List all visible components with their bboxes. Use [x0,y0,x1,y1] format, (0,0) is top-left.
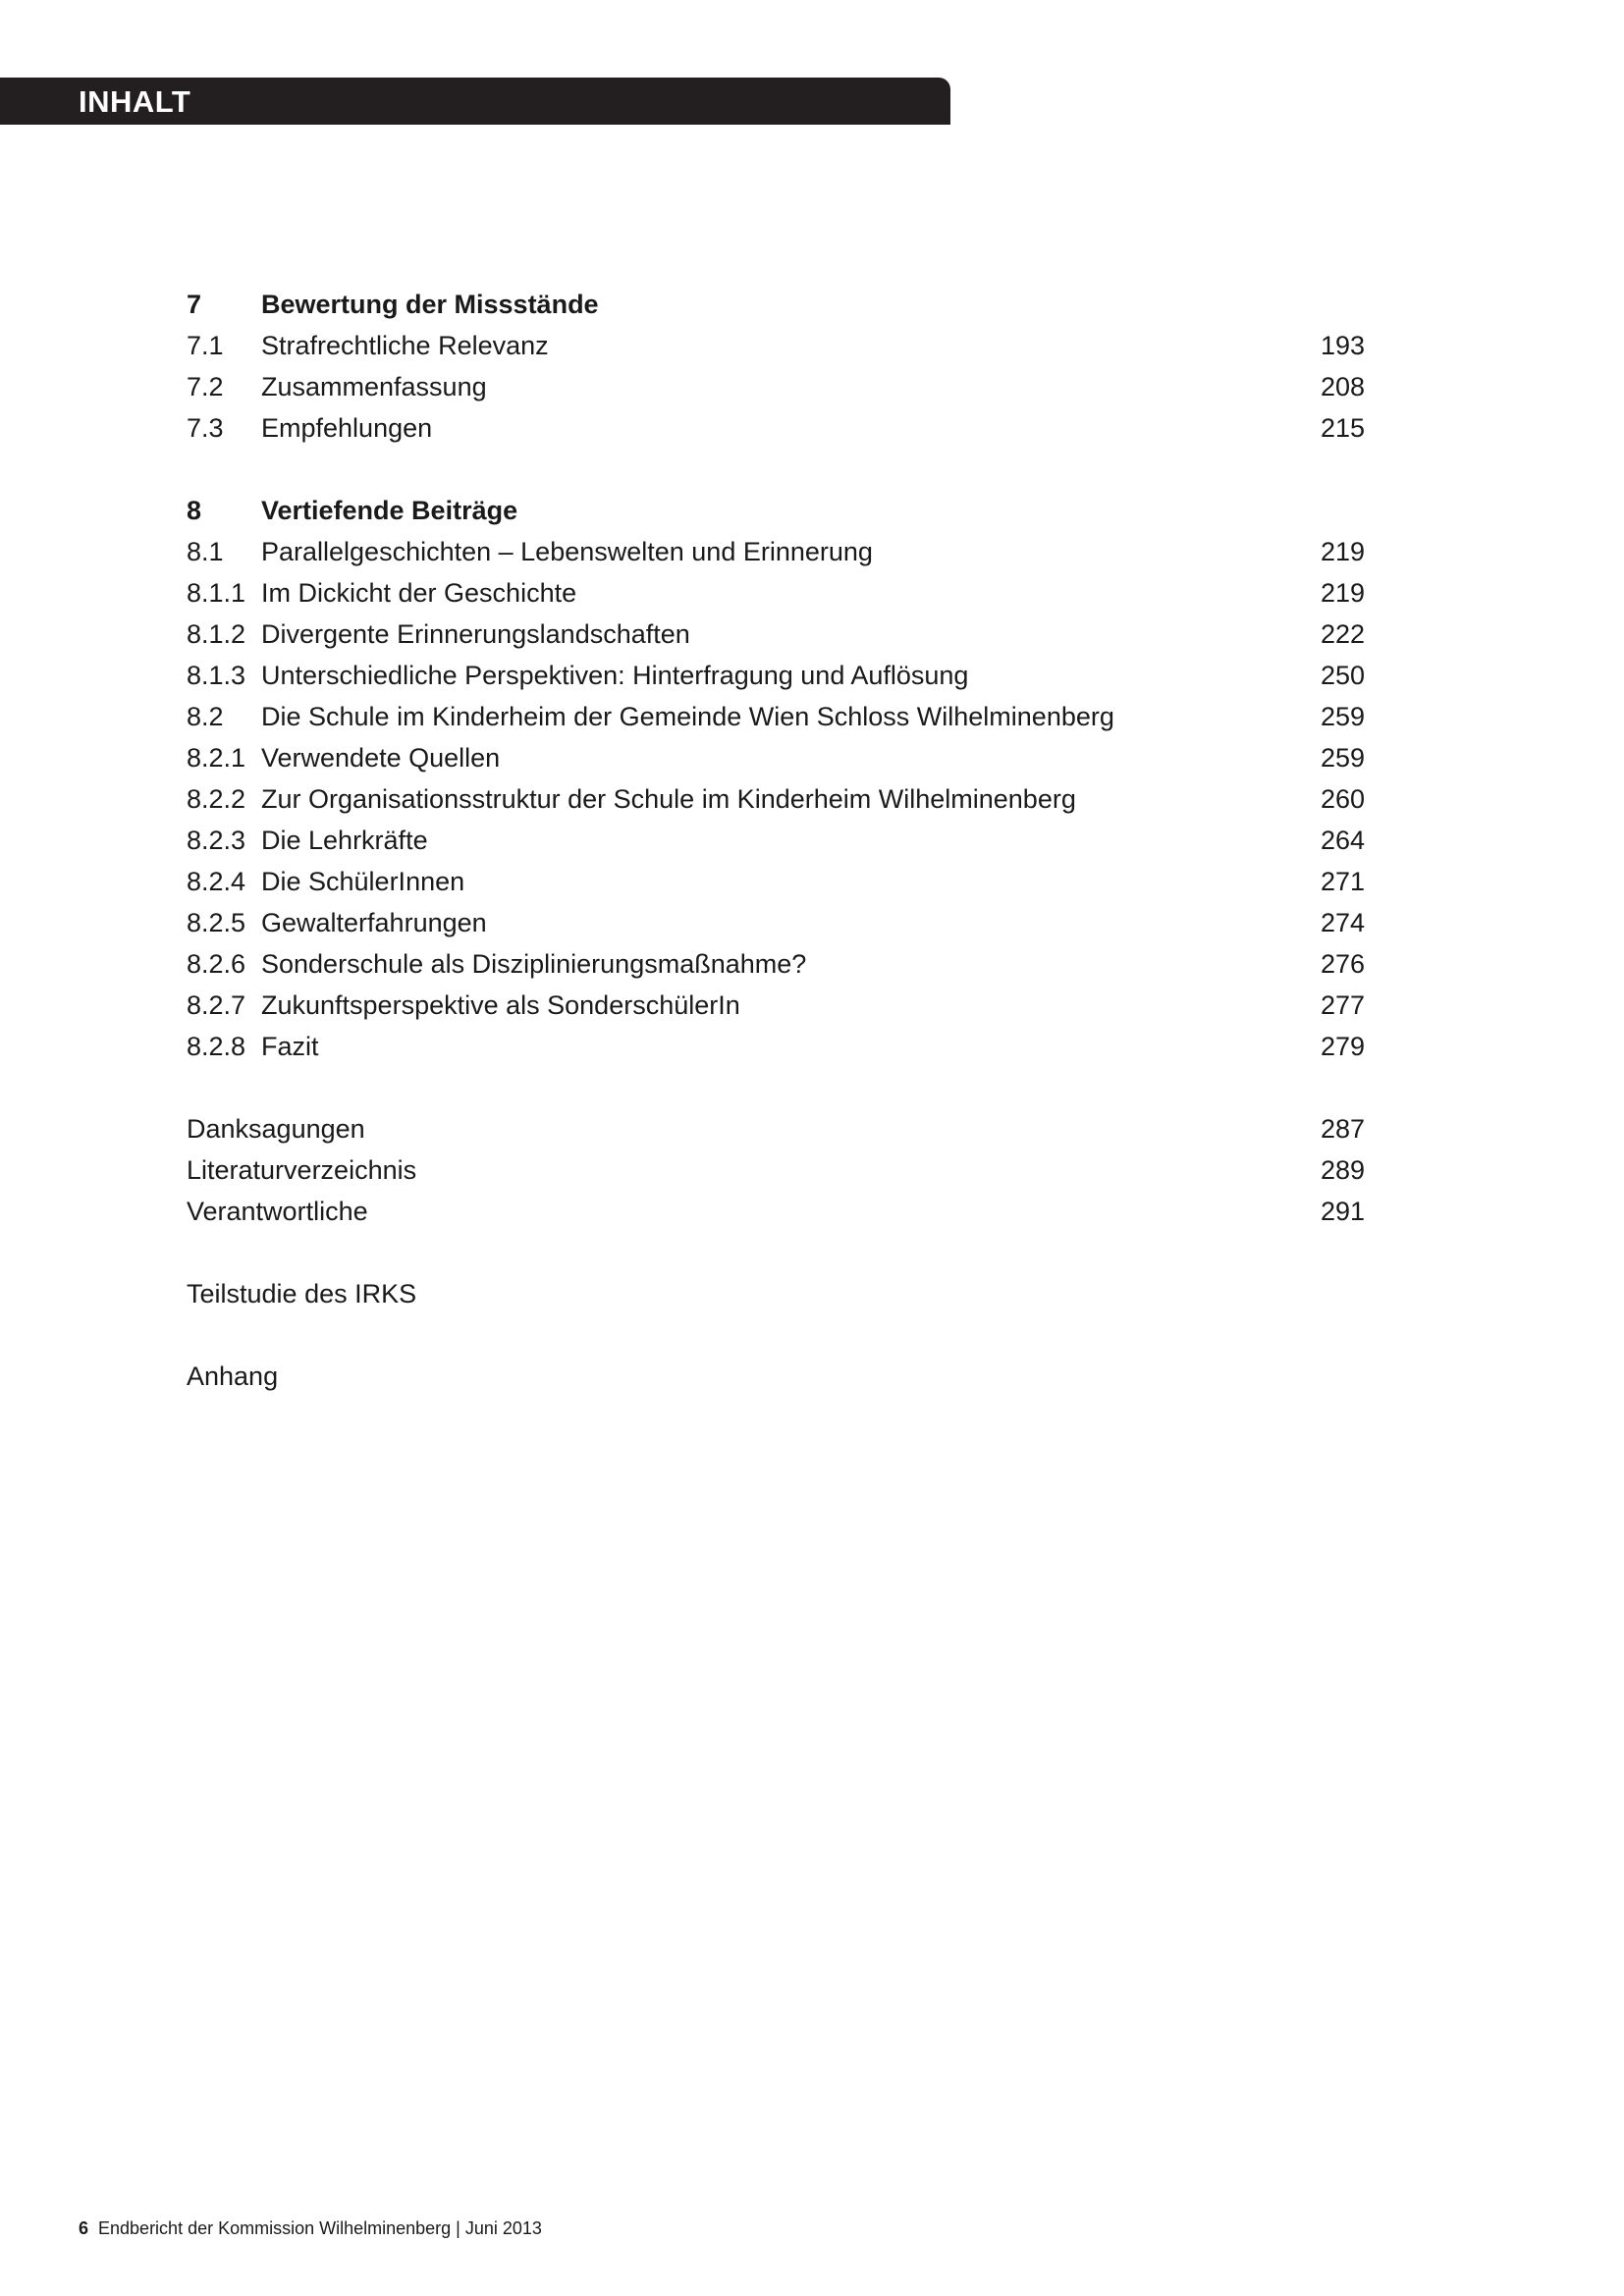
entry-page: 271 [1320,867,1365,896]
entry-page: 289 [1320,1155,1365,1185]
toc-entry [187,1356,1365,1397]
toc-entry [187,366,1365,407]
entry-number: 8.2 [187,702,224,731]
toc-entry [187,861,1365,902]
toc-chapter-heading [187,490,1365,531]
toc-entry [187,902,1365,943]
entry-number: 8.1.2 [187,619,246,649]
entry-number: 8.2.4 [187,867,246,896]
entry-title: Zukunftsperspektive als SonderschülerIn [261,990,740,1020]
entry-page: 259 [1320,743,1365,773]
entry-title: Divergente Erinnerungslandschaften [261,619,690,649]
toc-entry [187,778,1365,820]
toc-entry [187,985,1365,1026]
toc-entry [187,696,1365,737]
entry-page: 264 [1320,826,1365,855]
entry-page: 222 [1320,619,1365,649]
chapter-number: 8 [187,496,202,525]
page-title: INHALT [79,84,191,119]
toc-anhang [187,1356,1365,1397]
chapter-title: Vertiefende Beiträge [261,496,518,525]
entry-title: Verantwortliche [187,1197,368,1226]
entry-title: Zur Organisationsstruktur der Schule im Kinderheim Wilhelminenberg [261,784,1076,814]
entry-title: Sonderschule als Disziplinierungsmaßnahme? [261,949,807,979]
chapter-title: Bewertung der Missstände [261,290,599,319]
entry-title: Im Dickicht der Geschichte [261,578,577,608]
entry-number: 7.1 [187,331,224,360]
toc-teilstudie [187,1273,1365,1314]
entry-page: 279 [1320,1032,1365,1061]
entry-title: Anhang [187,1362,279,1391]
entry-page: 277 [1320,990,1365,1020]
entry-number: 7.3 [187,413,224,443]
page-footer [79,2216,542,2240]
entry-page: 208 [1320,372,1365,401]
toc-entry [187,325,1365,366]
toc-entry [187,820,1365,861]
table-of-contents [187,284,1365,1397]
entry-title: Zusammenfassung [261,372,487,401]
entry-title: Empfehlungen [261,413,433,443]
toc-entry [187,407,1365,449]
toc-entry [187,1149,1365,1191]
toc-chapter-heading [187,284,1365,325]
entry-title: Literaturverzeichnis [187,1155,417,1185]
entry-page: 219 [1320,537,1365,566]
entry-title: Die Lehrkräfte [261,826,428,855]
entry-number: 8.1.1 [187,578,246,608]
entry-number: 8.2.2 [187,784,246,814]
entry-title: Die SchülerInnen [261,867,465,896]
toc-entry [187,1191,1365,1232]
entry-page: 250 [1320,661,1365,690]
entry-page: 219 [1320,578,1365,608]
entry-title: Parallelgeschichten – Lebenswelten und Erinnerung [261,537,873,566]
footer-text: Endbericht der Kommission Wilhelminenberg | Juni 2013 [98,2218,542,2238]
entry-number: 8.1.3 [187,661,246,690]
toc-entry [187,531,1365,572]
entry-title: Unterschiedliche Perspektiven: Hinterfragung und Auflösung [261,661,969,690]
entry-page: 260 [1320,784,1365,814]
entry-page: 274 [1320,908,1365,937]
chapter-number: 7 [187,290,202,319]
entry-title: Gewalterfahrungen [261,908,487,937]
entry-title: Verwendete Quellen [261,743,501,773]
entry-page: 193 [1320,331,1365,360]
toc-chapter-8 [187,490,1365,1067]
entry-title: Danksagungen [187,1114,365,1144]
entry-title: Fazit [261,1032,319,1061]
entry-title: Die Schule im Kinderheim der Gemeinde Wien Schloss Wilhelminenberg [261,702,1114,731]
footer-page-number: 6 [79,2218,89,2238]
entry-page: 287 [1320,1114,1365,1144]
entry-number: 8.2.7 [187,990,246,1020]
toc-entry [187,1273,1365,1314]
toc-entry [187,737,1365,778]
entry-number: 8.2.5 [187,908,246,937]
entry-title: Strafrechtliche Relevanz [261,331,549,360]
toc-entry [187,655,1365,696]
entry-number: 8.2.3 [187,826,246,855]
entry-page: 276 [1320,949,1365,979]
toc-entry [187,1108,1365,1149]
entry-page: 215 [1320,413,1365,443]
toc-entry [187,614,1365,655]
entry-page: 259 [1320,702,1365,731]
toc-entry [187,943,1365,985]
entry-number: 8.1 [187,537,224,566]
entry-number: 7.2 [187,372,224,401]
toc-chapter-7 [187,284,1365,449]
entry-number: 8.2.8 [187,1032,246,1061]
header-bar [0,78,950,125]
toc-entry [187,1026,1365,1067]
entry-number: 8.2.1 [187,743,246,773]
toc-entry [187,572,1365,614]
toc-back-matter [187,1108,1365,1232]
entry-title: Teilstudie des IRKS [187,1279,417,1308]
entry-page: 291 [1320,1197,1365,1226]
entry-number: 8.2.6 [187,949,246,979]
